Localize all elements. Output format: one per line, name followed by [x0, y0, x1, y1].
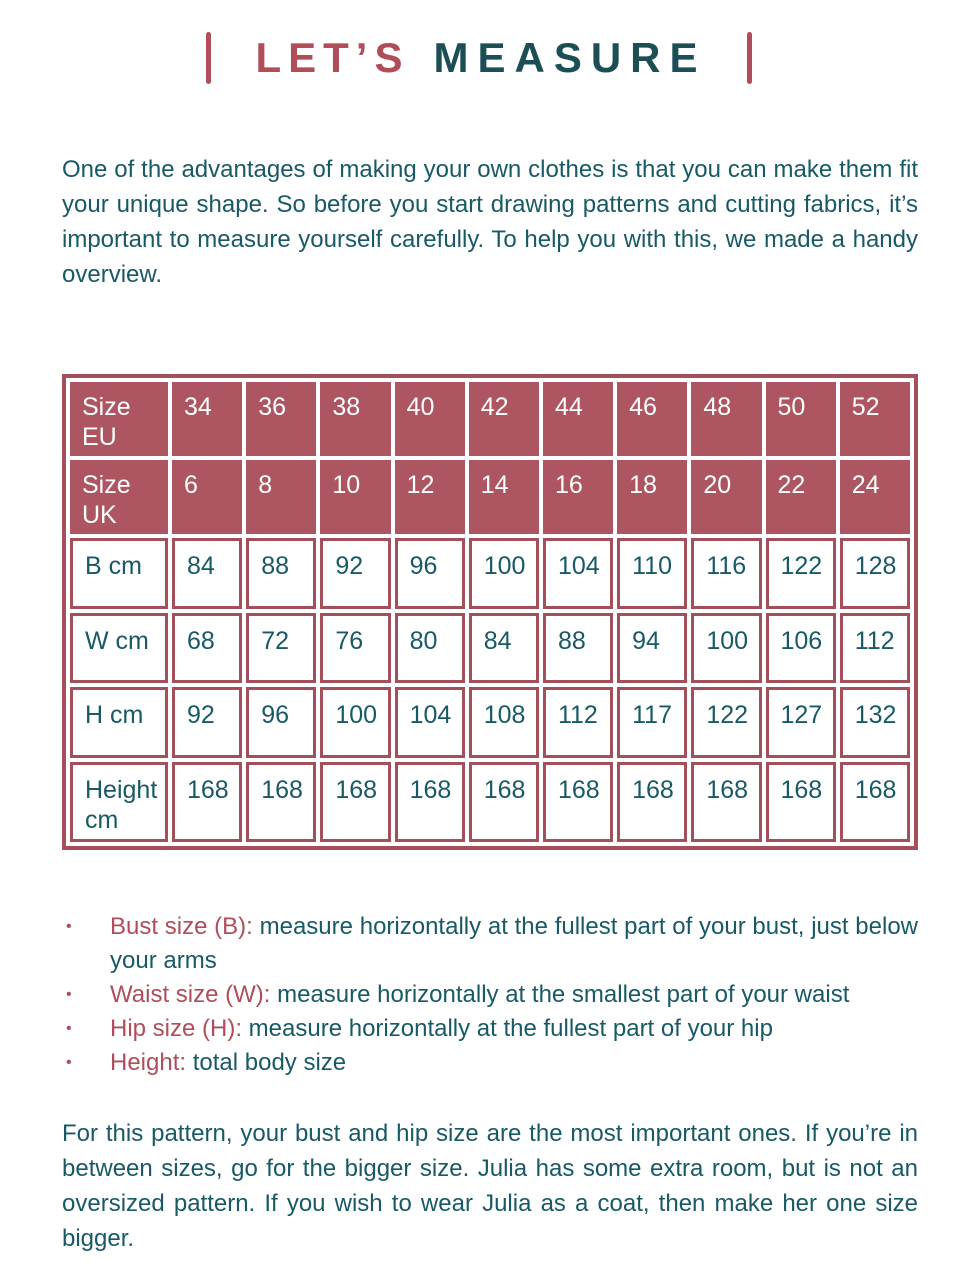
cell-value: 92: [172, 687, 242, 758]
cell-value: 34: [172, 382, 242, 456]
cell-value: 10: [320, 460, 390, 534]
cell-value: 108: [469, 687, 539, 758]
cell-value: 6: [172, 460, 242, 534]
cell-value: 12: [395, 460, 465, 534]
cell-value: 168: [617, 762, 687, 842]
cell-value: 20: [691, 460, 761, 534]
title-measure: MEASURE: [433, 34, 707, 81]
cell-value: 122: [691, 687, 761, 758]
cell-value: 168: [246, 762, 316, 842]
cell-value: 8: [246, 460, 316, 534]
cell-value: 168: [469, 762, 539, 842]
cell-value: 80: [395, 613, 465, 683]
cell-value: 106: [766, 613, 836, 683]
cell-value: 16: [543, 460, 613, 534]
table-row-eu: [70, 382, 910, 456]
list-item: [62, 978, 918, 1012]
measure-list: [62, 910, 918, 1080]
cell-value: 96: [246, 687, 316, 758]
cell-value: 72: [246, 613, 316, 683]
cell-value: 168: [691, 762, 761, 842]
intro-paragraph: One of the advantages of making your own clothes is that you can make them fit your unique shape. So before you start drawing patterns and cutting fabrics, it’s important to measure yourself carefully. To help you with this, we made a handy overview.: [62, 156, 918, 288]
cell-value: 46: [617, 382, 687, 456]
bullet-desc: measure horizontally at the fullest part of your bust, just below your arms: [110, 913, 919, 974]
cell-value: 22: [766, 460, 836, 534]
bullet-term: Bust size (B):: [110, 913, 253, 940]
size-table-body: [70, 382, 910, 842]
cell-value: 76: [320, 613, 390, 683]
cell-value: 100: [469, 538, 539, 609]
cell-value: 116: [691, 538, 761, 609]
cell-value: 44: [543, 382, 613, 456]
row-label: W cm: [70, 613, 168, 683]
cell-value: 168: [766, 762, 836, 842]
cell-value: 168: [320, 762, 390, 842]
cell-value: 50: [766, 382, 836, 456]
cell-value: 40: [395, 382, 465, 456]
bullet-term: Height:: [110, 1049, 187, 1076]
page-header: [0, 26, 958, 90]
cell-value: 68: [172, 613, 242, 683]
cell-value: 100: [320, 687, 390, 758]
cell-value: 132: [840, 687, 910, 758]
cell-value: 168: [172, 762, 242, 842]
cell-value: 104: [395, 687, 465, 758]
cell-value: 48: [691, 382, 761, 456]
bullet-term: Hip size (H):: [110, 1015, 243, 1042]
cell-value: 128: [840, 538, 910, 609]
cell-value: 96: [395, 538, 465, 609]
cell-value: 84: [172, 538, 242, 609]
measure-page: [0, 26, 958, 1272]
row-label: Height cm: [70, 762, 168, 842]
table-row-height: [70, 762, 910, 842]
page-title: [255, 34, 707, 81]
title-right-bar-icon: [747, 32, 752, 84]
cell-value: 88: [246, 538, 316, 609]
table-row-b: [70, 538, 910, 609]
table-row-uk: [70, 460, 910, 534]
cell-value: 127: [766, 687, 836, 758]
bullet-desc: measure horizontally at the smallest part of your waist: [270, 981, 850, 1008]
cell-value: 18: [617, 460, 687, 534]
cell-value: 168: [840, 762, 910, 842]
row-label: Size UK: [70, 460, 168, 534]
cell-value: 104: [543, 538, 613, 609]
cell-value: 42: [469, 382, 539, 456]
cell-value: 110: [617, 538, 687, 609]
cell-value: 24: [840, 460, 910, 534]
title-lets: LET’S: [255, 34, 410, 81]
size-table: [62, 374, 918, 850]
cell-value: 117: [617, 687, 687, 758]
row-label: Size EU: [70, 382, 168, 456]
cell-value: 122: [766, 538, 836, 609]
cell-value: 92: [320, 538, 390, 609]
bullet-desc: measure horizontally at the fullest part of your hip: [242, 1015, 773, 1042]
outro-paragraph: For this pattern, your bust and hip size are the most important ones. If you’re in between sizes, go for the bigger size. Julia has some extra room, but is not an oversized pattern. If you wish to wear Julia as a coat, then make her one size bigger.: [62, 1120, 918, 1252]
list-item: [62, 1012, 918, 1046]
cell-value: 52: [840, 382, 910, 456]
bullet-term: Waist size (W):: [110, 981, 271, 1008]
cell-value: 112: [543, 687, 613, 758]
row-label: H cm: [70, 687, 168, 758]
cell-value: 36: [246, 382, 316, 456]
list-item: [62, 1046, 918, 1080]
table-row-w: [70, 613, 910, 683]
table-row-h: [70, 687, 910, 758]
cell-value: 168: [395, 762, 465, 842]
cell-value: 94: [617, 613, 687, 683]
cell-value: 38: [320, 382, 390, 456]
cell-value: 168: [543, 762, 613, 842]
cell-value: 14: [469, 460, 539, 534]
row-label: B cm: [70, 538, 168, 609]
list-item: [62, 910, 918, 978]
cell-value: 84: [469, 613, 539, 683]
cell-value: 100: [691, 613, 761, 683]
bullet-desc: total body size: [186, 1049, 347, 1076]
cell-value: 88: [543, 613, 613, 683]
cell-value: 112: [840, 613, 910, 683]
title-left-bar-icon: [206, 32, 211, 84]
